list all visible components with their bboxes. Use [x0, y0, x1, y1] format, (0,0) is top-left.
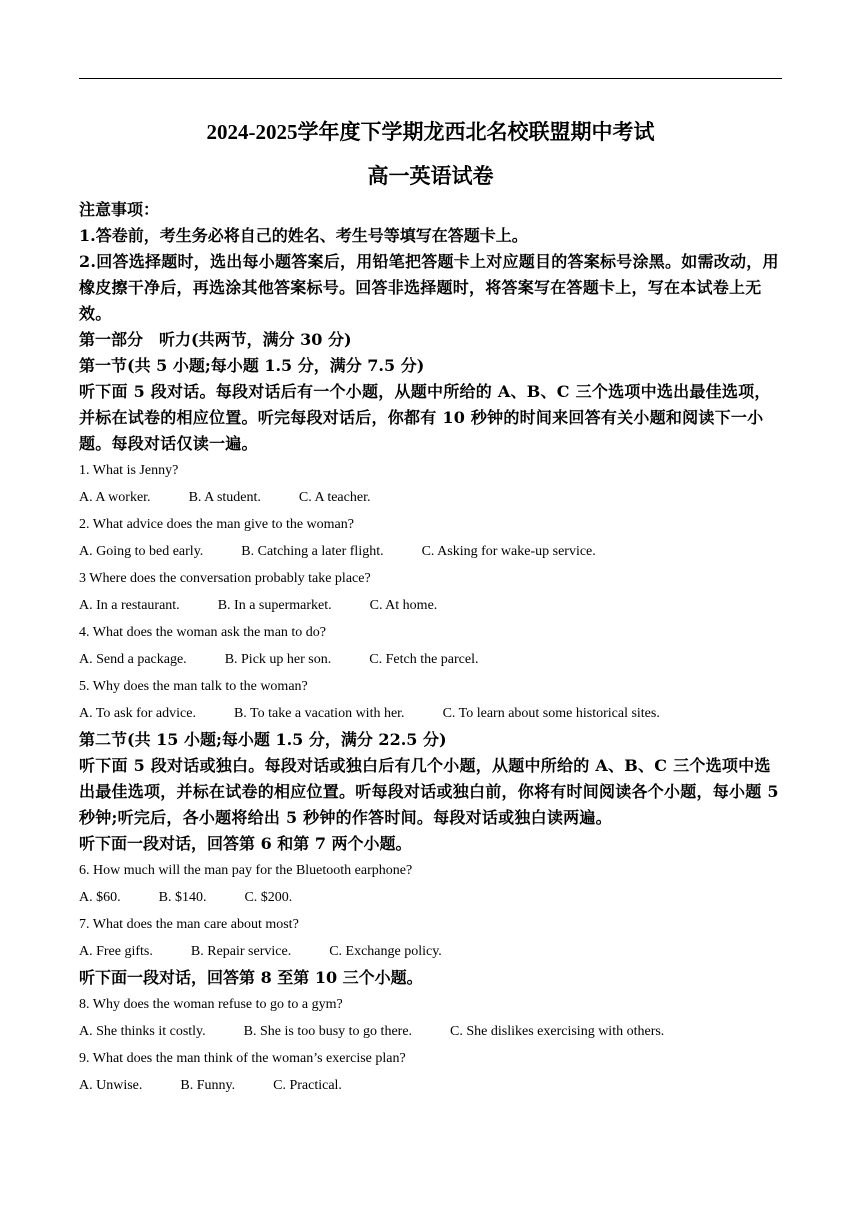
option-a: A. Going to bed early.: [79, 543, 204, 559]
exam-subtitle: 高一英语试卷: [367, 163, 494, 188]
section2-instructions: 听下面 5 段对话或独白。每段对话或独白后有几个小题，从题中所给的 A、B、C 三个选项中选出最佳选项，并标在试卷的相应位置。听每段对话或独白前，你将有时间阅读各个小题，每小题 5 秒钟;听完后，各小题将给出 5 秒钟的作答时间。每段对话或独白读两遍。: [79, 756, 779, 827]
option-c: C. $200.: [244, 889, 293, 905]
question-7: 7. What does the man care about most?: [79, 916, 299, 932]
question-8-options: [79, 1018, 784, 1045]
option-b: B. She is too busy to go there.: [243, 1023, 413, 1039]
group1-lead: 听下面一段对话，回答第 6 和第 7 两个小题。: [79, 834, 412, 853]
section2-heading: 第二节(共 15 小题;每小题 1.5 分，满分 22.5 分): [79, 730, 447, 749]
question-6-options: [79, 884, 784, 911]
exam-content: [79, 197, 784, 1099]
question-5-options: [79, 700, 784, 727]
question-4-options: [79, 646, 784, 673]
section1-instructions: 听下面 5 段对话。每段对话后有一个小题，从题中所给的 A、B、C 三个选项中选出最佳选项，并标在试卷的相应位置。听完每段对话后，你都有 10 秒钟的时间来回答有关小题和阅读下一小题。每段对话仅读一遍。: [79, 382, 771, 453]
notes-item-2: 2.回答选择题时，选出每小题答案后，用铅笔把答题卡上对应题目的答案标号涂黑。如需改动，用橡皮擦干净后，再选涂其他答案标号。回答非选择题时，将答案写在答题卡上，写在本试卷上无效。: [79, 252, 779, 323]
option-c: C. A teacher.: [298, 489, 371, 505]
option-b: B. Repair service.: [190, 943, 292, 959]
group2-lead: 听下面一段对话，回答第 8 至第 10 三个小题。: [79, 968, 423, 987]
option-b: B. Pick up her son.: [224, 651, 332, 667]
question-2-options: [79, 538, 784, 565]
option-a: A. $60.: [79, 889, 121, 905]
option-c: C. She dislikes exercising with others.: [450, 1023, 665, 1039]
section1-heading: 第一节(共 5 小题;每小题 1.5 分，满分 7.5 分): [79, 356, 425, 375]
header-rule: [79, 78, 782, 79]
option-a: A. Send a package.: [79, 651, 187, 667]
option-b: B. In a supermarket.: [217, 597, 332, 613]
question-5: 5. Why does the man talk to the woman?: [79, 678, 308, 694]
option-b: B. A student.: [188, 489, 261, 505]
question-2: 2. What advice does the man give to the woman?: [79, 516, 354, 532]
option-a: A. To ask for advice.: [79, 705, 196, 721]
option-a: A. She thinks it costly.: [79, 1023, 206, 1039]
option-b: B. Catching a later flight.: [241, 543, 384, 559]
option-a: A. A worker.: [79, 489, 151, 505]
option-a: A. Free gifts.: [79, 943, 153, 959]
option-c: C. Exchange policy.: [329, 943, 442, 959]
question-7-options: [79, 938, 784, 965]
option-c: C. At home.: [369, 597, 438, 613]
question-3: 3 Where does the conversation probably take place?: [79, 570, 371, 586]
option-c: C. To learn about some historical sites.: [442, 705, 660, 721]
exam-title: 2024-2025学年度下学期龙西北名校联盟期中考试: [206, 120, 655, 144]
part1-heading: 第一部分 听力(共两节，满分 30 分): [79, 330, 352, 349]
option-b: B. Funny.: [180, 1077, 236, 1093]
question-4: 4. What does the woman ask the man to do?: [79, 624, 327, 640]
option-c: C. Fetch the parcel.: [369, 651, 479, 667]
question-9-options: [79, 1072, 784, 1099]
question-6: 6. How much will the man pay for the Bluetooth earphone?: [79, 862, 413, 878]
question-1-options: [79, 484, 784, 511]
notes-heading: 注意事项：: [79, 200, 160, 219]
question-1: 1. What is Jenny?: [79, 462, 179, 478]
question-3-options: [79, 592, 784, 619]
option-a: A. Unwise.: [79, 1077, 143, 1093]
notes-item-1: 1.答卷前，考生务必将自己的姓名、考生号等填写在答题卡上。: [79, 226, 528, 245]
option-b: B. $140.: [158, 889, 207, 905]
question-8: 8. Why does the woman refuse to go to a gym?: [79, 996, 343, 1012]
question-9: 9. What does the man think of the woman’s exercise plan?: [79, 1050, 406, 1066]
option-c: C. Asking for wake-up service.: [421, 543, 596, 559]
option-c: C. Practical.: [273, 1077, 342, 1093]
option-b: B. To take a vacation with her.: [233, 705, 405, 721]
option-a: A. In a restaurant.: [79, 597, 180, 613]
